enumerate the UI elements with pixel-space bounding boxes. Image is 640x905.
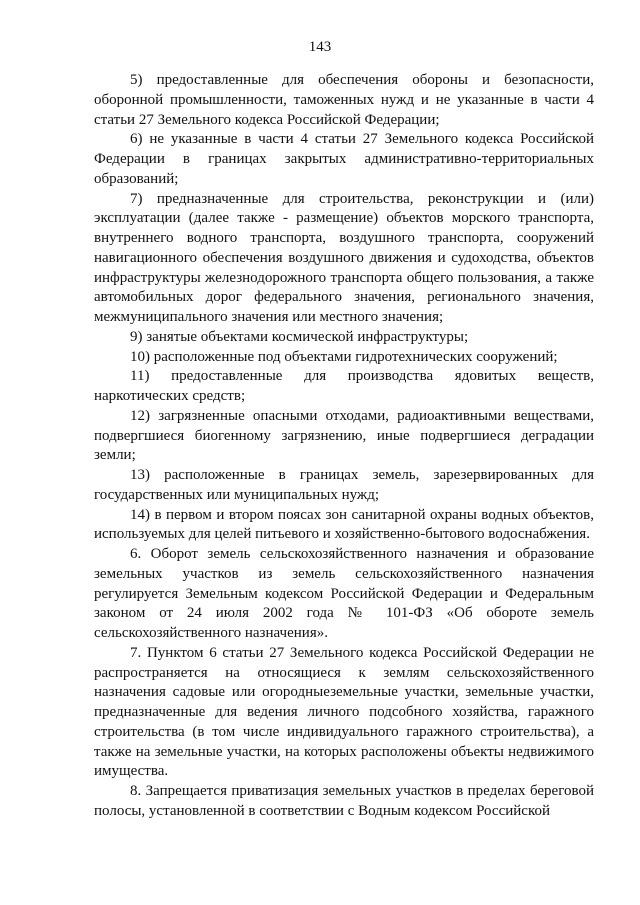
paragraph-item-13: 13) расположенные в границах земель, зарезервированных для государственных или муниципальных нужд;: [94, 467, 594, 503]
paragraph-item-6: 6) не указанные в части 4 статьи 27 Земельного кодекса Российской Федерации в границах закрытых административно-территориальных образований;: [94, 131, 594, 187]
paragraph-item-9: 9) занятые объектами космической инфраструктуры;: [130, 328, 469, 345]
paragraph-item-7: 7) предназначенные для строительства, реконструкции и (или) эксплуатации (далее также - размещение) объектов морского транспорта, внутреннего водного транспорта, воздушного транспорта, сооружений навигационного обеспечения воздушного движения и судоходства, объектов инфраструктуры железнодорожного транспорта общего пользования, а также автомобильных дорог федерального значения, регионального значения, межмуниципального значения или местного значения;: [94, 190, 594, 325]
document-body: [94, 71, 594, 822]
section-paragraph-6: 6. Оборот земель сельскохозяйственного назначения и образование земельных участков из земель сельскохозяйственного назначения регулируется Земельным кодексом Российской Федерации и Федеральным законом от 24 июля 2002 года № 101-ФЗ «Об обороте земель сельскохозяйственного назначения».: [94, 546, 594, 641]
paragraph-item-10: 10) расположенные под объектами гидротехнических сооружений;: [130, 348, 558, 365]
paragraph-item-11: 11) предоставленные для производства ядовитых веществ, наркотических средств;: [94, 368, 594, 404]
section-paragraph-7: 7. Пунктом 6 статьи 27 Земельного кодекса Российской Федерации не распространяется на относящиеся к землям сельскохозяйственного назначения садовые или огородныеземельные участки, земельные участки, предназначенные для ведения личного подсобного хозяйства, гаражного строительства (в том числе индивидуального гаражного строительства), а также на земельные участки, на которых расположены объекты недвижимого имущества.: [94, 644, 594, 780]
paragraph-item-14: 14) в первом и втором поясах зон санитарной охраны водных объектов, используемых для целей питьевого и хозяйственно-бытового водоснабжения.: [94, 506, 594, 543]
page-number: 143: [308, 39, 332, 55]
paragraph-item-12: 12) загрязненные опасными отходами, радиоактивными веществами, подвергшиеся биогенному загрязнению, иные подвергшиеся деградации земли;: [94, 407, 594, 464]
section-paragraph-8: 8. Запрещается приватизация земельных участков в пределах береговой полосы, установленной в соответствии с Водным кодексом Российской: [94, 783, 594, 819]
paragraph-item-5: 5) предоставленные для обеспечения обороны и безопасности, оборонной промышленности, таможенных нужд и не указанные в части 4 статьи 27 Земельного кодекса Российской Федерации;: [94, 72, 594, 128]
